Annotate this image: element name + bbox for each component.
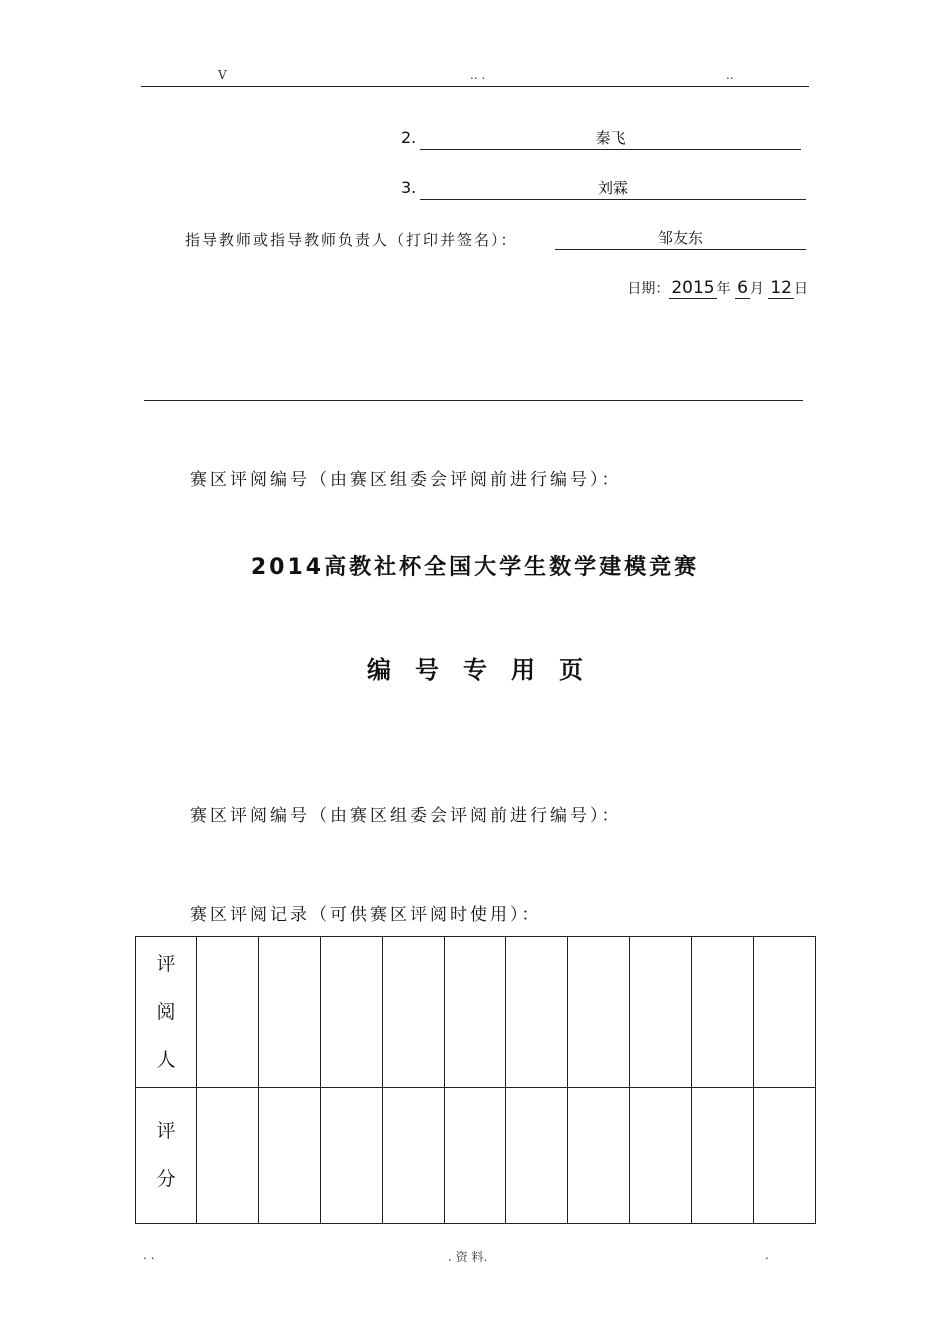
date-month: 6	[737, 278, 748, 298]
header-char: 分	[156, 1168, 176, 1191]
review-number-note-top: 赛区评阅编号（由赛区组委会评阅前进行编号）：	[190, 470, 622, 490]
reviewer-cell[interactable]	[568, 937, 630, 1088]
page-title: 2014高教社杯全国大学生数学建模竞赛	[250, 555, 700, 580]
header-char: 阅	[156, 1000, 176, 1023]
score-cell[interactable]	[630, 1087, 692, 1223]
footer-center-mark: . 资 料.	[448, 1250, 488, 1264]
score-cell[interactable]	[382, 1087, 444, 1223]
date-line	[627, 278, 808, 298]
advisor-label: 指导教师或指导教师负责人（打印并签名）：	[185, 231, 518, 249]
date-year-unit: 年	[716, 281, 731, 297]
member-number: 3.	[401, 178, 417, 197]
date-year: 2015	[671, 278, 715, 298]
footer-left-mark: . .	[143, 1248, 155, 1262]
header-center-mark: .. .	[470, 68, 486, 82]
score-cell[interactable]	[444, 1087, 506, 1223]
page-subtitle: 编号专用页	[367, 655, 607, 684]
score-cell[interactable]	[568, 1087, 630, 1223]
score-row	[136, 1087, 816, 1223]
score-row-header	[136, 1087, 197, 1223]
page-divider	[144, 400, 803, 401]
review-record-label: 赛区评阅记录（可供赛区评阅时使用）：	[190, 905, 542, 925]
date-month-unit: 月	[749, 281, 764, 297]
header-rule	[141, 86, 809, 87]
date-label: 日期：	[627, 281, 670, 297]
reviewer-cell[interactable]	[506, 937, 568, 1088]
member-name: 秦飞	[420, 127, 801, 150]
header-char: 评	[156, 1120, 176, 1143]
score-cell[interactable]	[320, 1087, 382, 1223]
score-cell[interactable]	[197, 1087, 259, 1223]
reviewer-cell[interactable]	[630, 937, 692, 1088]
footer-right-mark: .	[765, 1248, 769, 1262]
header-char: 人	[156, 1048, 176, 1071]
header-right-mark: ..	[726, 68, 734, 82]
reviewer-cell[interactable]	[444, 937, 506, 1088]
header-char: 评	[156, 952, 176, 975]
advisor-name: 邹友东	[555, 227, 806, 250]
reviewer-row	[136, 937, 816, 1088]
score-cell[interactable]	[258, 1087, 320, 1223]
reviewer-cell[interactable]	[320, 937, 382, 1088]
reviewer-cell[interactable]	[197, 937, 259, 1088]
reviewer-cell[interactable]	[258, 937, 320, 1088]
review-number-note: 赛区评阅编号（由赛区组委会评阅前进行编号）：	[190, 806, 622, 826]
reviewer-row-header	[136, 937, 197, 1088]
reviewer-cell[interactable]	[692, 937, 754, 1088]
date-day-unit: 日	[794, 281, 808, 297]
member-number: 2.	[401, 128, 417, 147]
date-day: 12	[770, 278, 792, 298]
review-record-table	[135, 936, 816, 1224]
header-left-mark: V	[218, 68, 227, 82]
score-cell[interactable]	[754, 1087, 816, 1223]
member-name: 刘霖	[420, 177, 806, 200]
reviewer-cell[interactable]	[382, 937, 444, 1088]
reviewer-cell[interactable]	[754, 937, 816, 1088]
score-cell[interactable]	[506, 1087, 568, 1223]
score-cell[interactable]	[692, 1087, 754, 1223]
